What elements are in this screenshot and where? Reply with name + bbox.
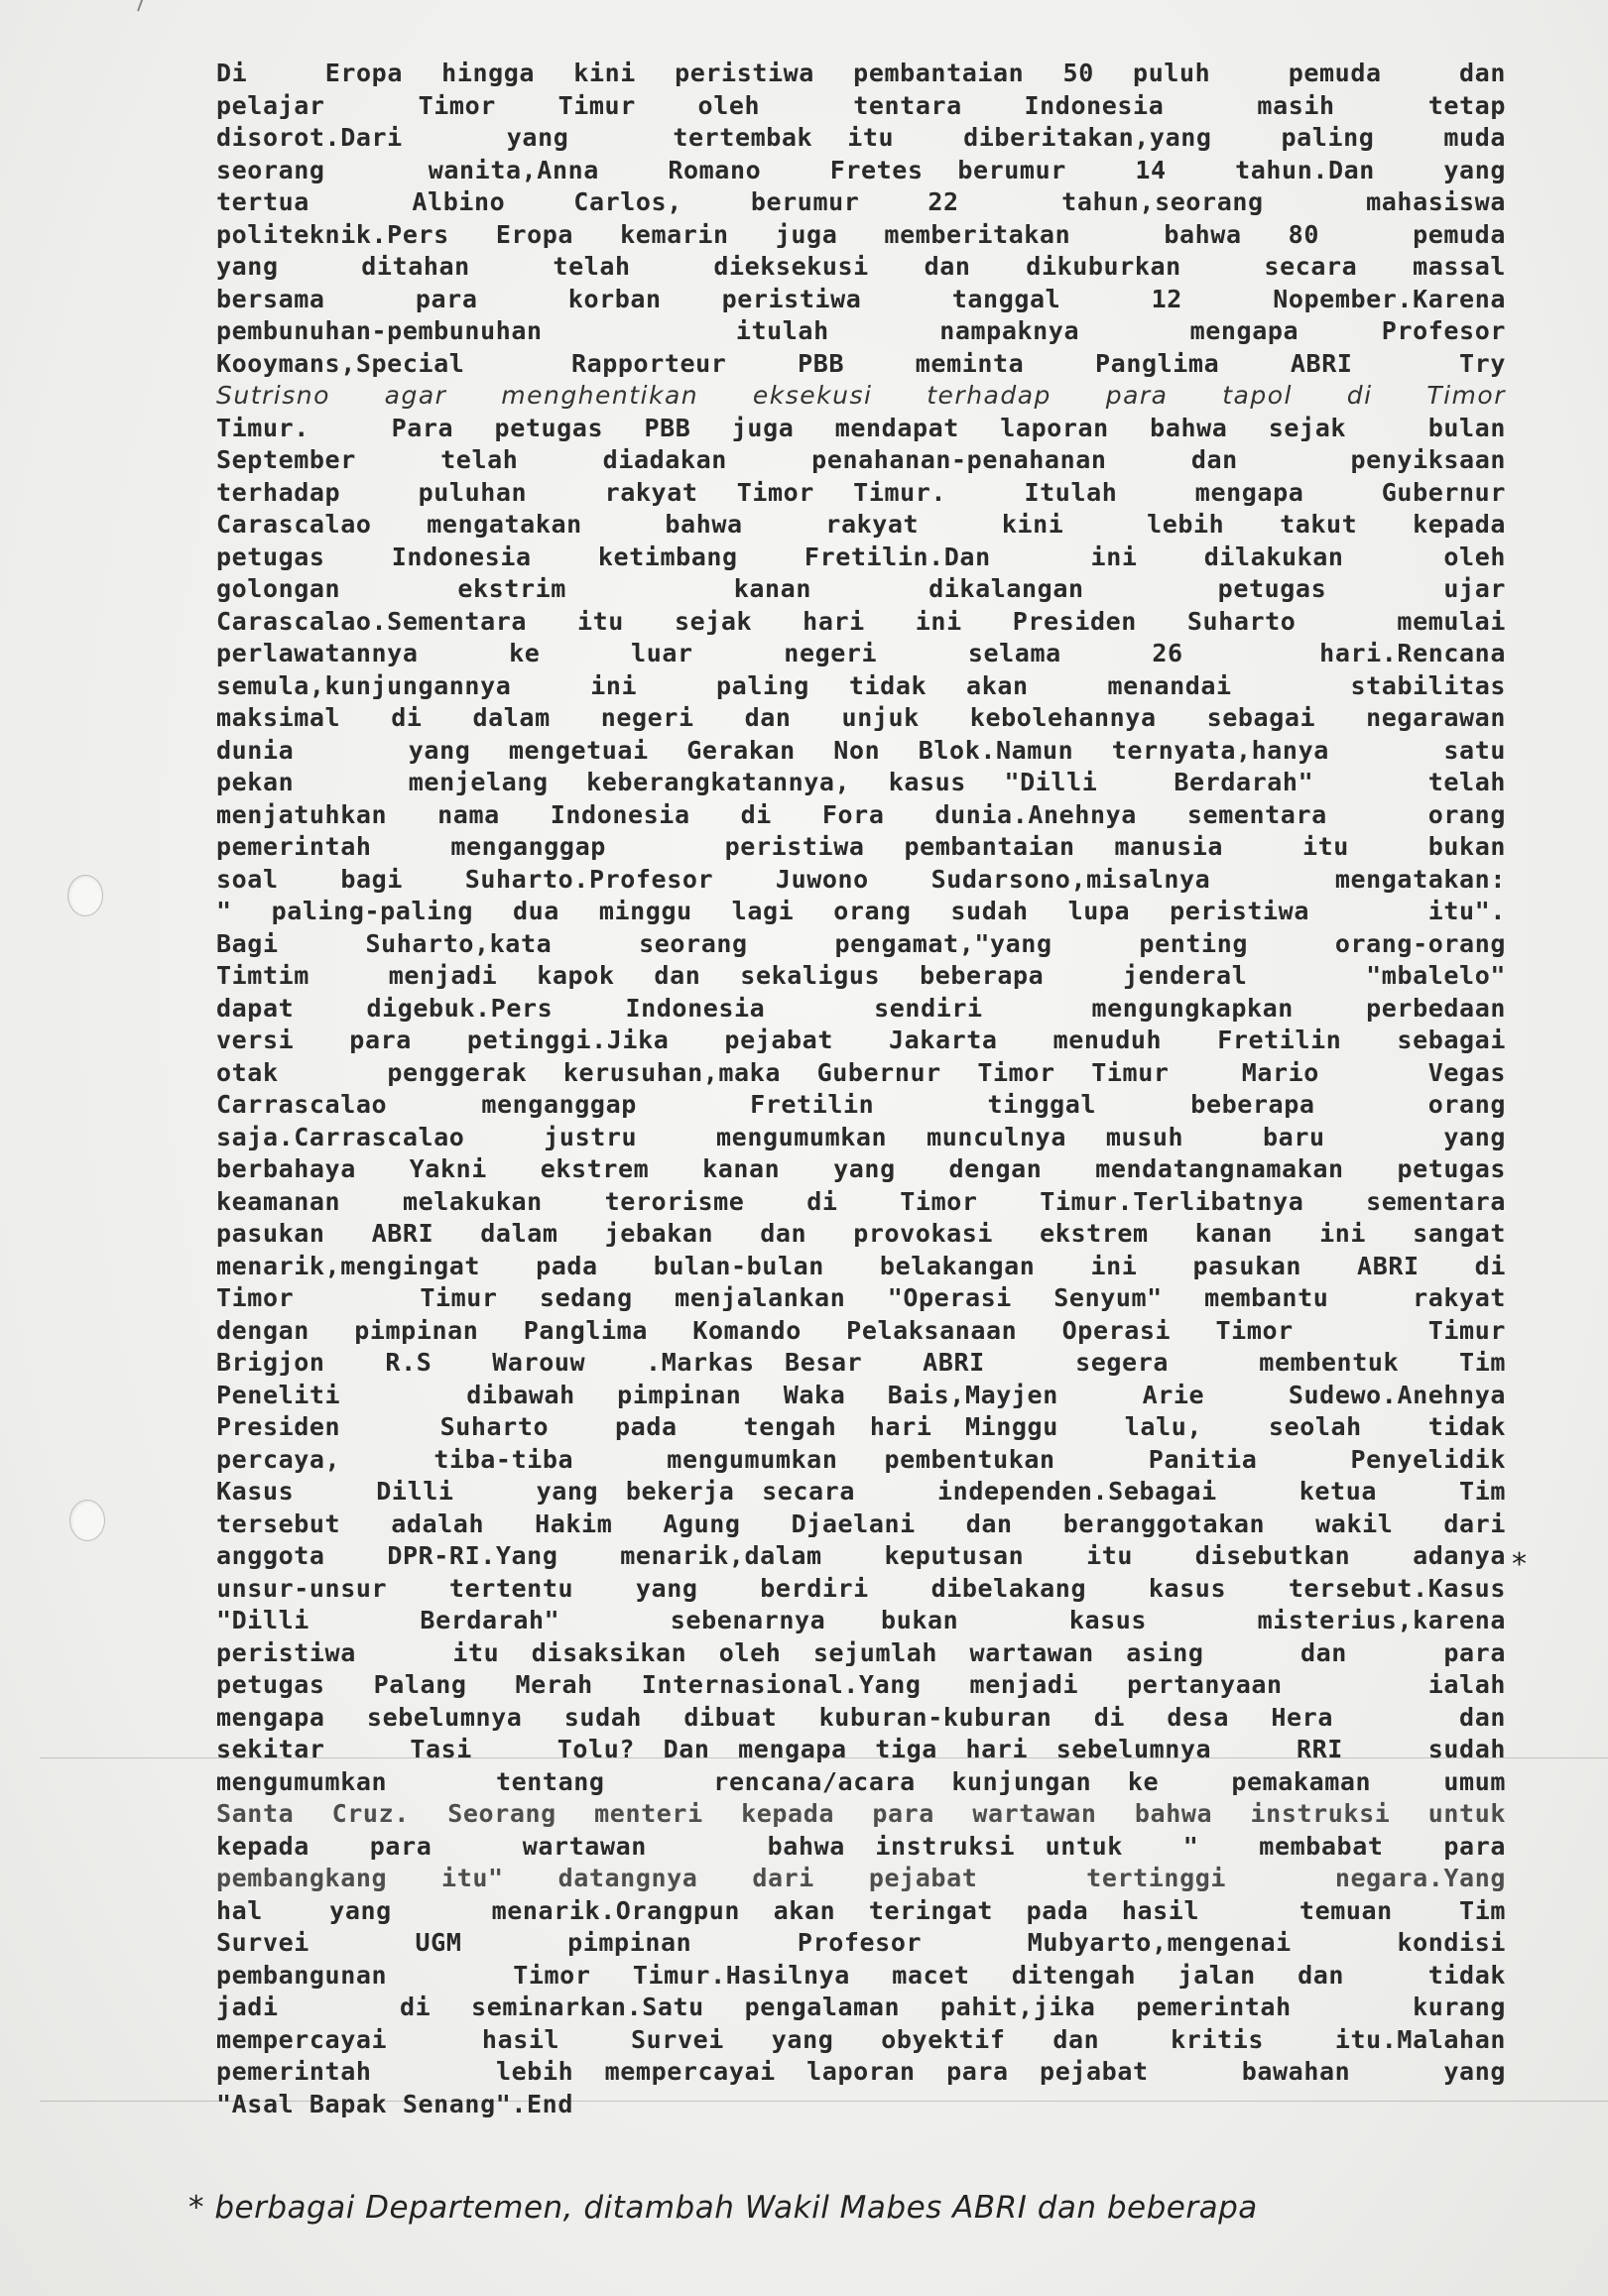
text-line: maksimal di dalam negeri dan unjuk kebolehannya sebagai negarawan [216, 703, 1506, 732]
text-line: Brigjon R.S Warouw .Markas Besar ABRI segera membentuk Tim [216, 1348, 1506, 1377]
text-line: menarik,mengingat pada bulan-bulan belakangan ini pasukan ABRI di [216, 1251, 1506, 1280]
text-line: Timor Timur sedang menjalankan "Operasi Senyum" membantu rakyat [216, 1283, 1506, 1312]
text-line: " paling-paling dua minggu lagi orang sudah lupa peristiwa itu". [216, 897, 1506, 925]
text-line: Survei UGM pimpinan Profesor Mubyarto,mengenai kondisi [216, 1928, 1506, 1957]
text-line: versi para petinggi.Jika pejabat Jakarta menuduh Fretilin sebagai [216, 1026, 1506, 1054]
text-line: Kasus Dilli yang bekerja secara independen.Sebagai ketua Tim [216, 1477, 1506, 1506]
text-line: anggota DPR-RI.Yang menarik,dalam keputusan itu disebutkan adanya [216, 1541, 1506, 1570]
text-line: berbahaya Yakni ekstrem kanan yang dengan mendatangnamakan petugas [216, 1154, 1506, 1183]
text-line: pemerintah menganggap peristiwa pembantaian manusia itu bukan [216, 832, 1506, 861]
text-line: politeknik.Pers Eropa kemarin juga memberitakan bahwa 80 pemuda [216, 219, 1506, 249]
text-line: pasukan ABRI dalam jebakan dan provokasi ekstrem kanan ini sangat [216, 1219, 1506, 1248]
punch-hole [69, 1500, 105, 1541]
text-line: pekan menjelang keberangkatannya, kasus "Dilli Berdarah" telah [216, 768, 1506, 796]
text-line: petugas Indonesia ketimbang Fretilin.Dan ini dilakukan oleh [216, 542, 1506, 571]
text-line: Presiden Suharto pada tengah hari Minggu lalu, seolah tidak [216, 1412, 1506, 1441]
text-line: keamanan melakukan terorisme di Timor Timur.Terlibatnya sementara [216, 1186, 1506, 1216]
text-line: unsur-unsur tertentu yang berdiri dibelakang kasus tersebut.Kasus [216, 1573, 1506, 1603]
corner-mark [137, 0, 157, 16]
text-line: tertua Albino Carlos, berumur 22 tahun,seorang mahasiswa [216, 187, 1506, 216]
text-line: pembangunan Timor Timur.Hasilnya macet ditengah jalan dan tidak [216, 1960, 1506, 1990]
text-line: peristiwa itu disaksikan oleh sejumlah wartawan asing dan para [216, 1637, 1506, 1667]
text-line: perlawatannya ke luar negeri selama 26 hari.Rencana [216, 639, 1506, 667]
text-line: soal bagi Suharto.Profesor Juwono Sudarsono,misalnya mengatakan: [216, 864, 1506, 894]
text-line: disorot.Dari yang tertembak itu diberitakan,yang paling muda [216, 123, 1506, 152]
text-line: bersama para korban peristiwa tanggal 12 Nopember.Karena [216, 284, 1506, 313]
text-line: pemerintah lebih mempercayai laporan para pejabat bawahan yang [216, 2057, 1506, 2086]
text-line: petugas Palang Merah Internasional.Yang menjadi pertanyaan ialah [216, 1670, 1506, 1699]
text-line: Bagi Suharto,kata seorang pengamat,"yang penting orang-orang [216, 928, 1506, 958]
text-line: mengumumkan tentang rencana/acara kunjungan ke pemakaman umum [216, 1766, 1506, 1796]
text-line: sekitar Tasi Tolu? Dan mengapa tiga hari sebelumnya RRI sudah [216, 1735, 1506, 1763]
text-line: semula,kunjungannya ini paling tidak akan menandai stabilitas [216, 670, 1506, 700]
text-line: saja.Carrascalao justru mengumumkan munculnya musuh baru yang [216, 1122, 1506, 1151]
text-line: seorang wanita,Anna Romano Fretes berumur 14 tahun.Dan yang [216, 155, 1506, 184]
text-line: otak penggerak kerusuhan,maka Gubernur Timor Timur Mario Vegas [216, 1057, 1506, 1087]
text-line: yang ditahan telah dieksekusi dan dikuburkan secara massal [216, 252, 1506, 281]
text-line: mengapa sebelumnya sudah dibuat kuburan-kuburan di desa Hera dan [216, 1702, 1506, 1732]
text-line: "Asal Bapak Senang".End [216, 2089, 573, 2118]
text-line: September telah diadakan penahanan-penahanan dan penyiksaan [216, 445, 1506, 474]
text-line: kepada para wartawan bahwa instruksi untuk " membabat para [216, 1831, 1506, 1861]
text-line: pelajar Timor Timur oleh tentara Indonesia masih tetap [216, 90, 1506, 120]
text-line: menjatuhkan nama Indonesia di Fora dunia.Anehnya sementara orang [216, 799, 1506, 829]
text-line: mempercayai hasil Survei yang obyektif dan kritis itu.Malahan [216, 2024, 1506, 2054]
text-line: Carascalao.Sementara itu sejak hari ini Presiden Suharto memulai [216, 606, 1506, 636]
text-line: "Dilli Berdarah" sebenarnya bukan kasus misterius,karena [216, 1606, 1506, 1634]
text-line: percaya, tiba-tiba mengumumkan pembentukan Panitia Penyelidik [216, 1444, 1506, 1474]
typed-text-body [216, 58, 1506, 2120]
text-line: golongan ekstrim kanan dikalangan petugas ujar [216, 574, 1506, 603]
text-line: Di Eropa hingga kini peristiwa pembantaian 50 puluh pemuda dan [216, 59, 1506, 87]
text-line: tersebut adalah Hakim Agung Djaelani dan beranggotakan wakil dari [216, 1509, 1506, 1538]
text-line: jadi di seminarkan.Satu pengalaman pahit,jika pemerintah kurang [216, 1993, 1506, 2021]
text-line: Kooymans,Special Rapporteur PBB meminta Panglima ABRI Try [216, 348, 1506, 378]
text-line: dunia yang mengetuai Gerakan Non Blok.Namun ternyata,hanya satu [216, 735, 1506, 765]
text-line: Santa Cruz. Seorang menteri kepada para wartawan bahwa instruksi untuk [216, 1799, 1506, 1828]
text-line: pembangkang itu" datangnya dari pejabat tertinggi negara.Yang [216, 1864, 1506, 1892]
punch-hole [67, 875, 103, 916]
text-line: Peneliti dibawah pimpinan Waka Bais,Mayjen Arie Sudewo.Anehnya [216, 1380, 1506, 1409]
text-line: hal yang menarik.Orangpun akan teringat pada hasil temuan Tim [216, 1895, 1506, 1925]
text-line: Carrascalao menganggap Fretilin tinggal beberapa orang [216, 1090, 1506, 1119]
text-line: Timtim menjadi kapok dan sekaligus beberapa jenderal "mbalelo" [216, 961, 1506, 990]
text-line: Sutrisno agar menghentikan eksekusi terhadap para tapol di Timor [216, 381, 1506, 410]
text-line: terhadap puluhan rakyat Timor Timur. Itulah mengapa Gubernur [216, 477, 1506, 507]
handwritten-footnote: * berbagai Departemen, ditambah Wakil Mabes ABRI dan beberapa [188, 2190, 1258, 2226]
text-line: Timur. Para petugas PBB juga mendapat laporan bahwa sejak bulan [216, 413, 1506, 442]
text-line: pembunuhan-pembunuhan itulah nampaknya mengapa Profesor [216, 316, 1506, 345]
margin-asterisk: * [1512, 1547, 1527, 1582]
text-line: dapat digebuk.Pers Indonesia sendiri mengungkapkan perbedaan [216, 993, 1506, 1023]
text-line: Carascalao mengatakan bahwa rakyat kini lebih takut kepada [216, 510, 1506, 539]
text-line: dengan pimpinan Panglima Komando Pelaksanaan Operasi Timor Timur [216, 1315, 1506, 1345]
